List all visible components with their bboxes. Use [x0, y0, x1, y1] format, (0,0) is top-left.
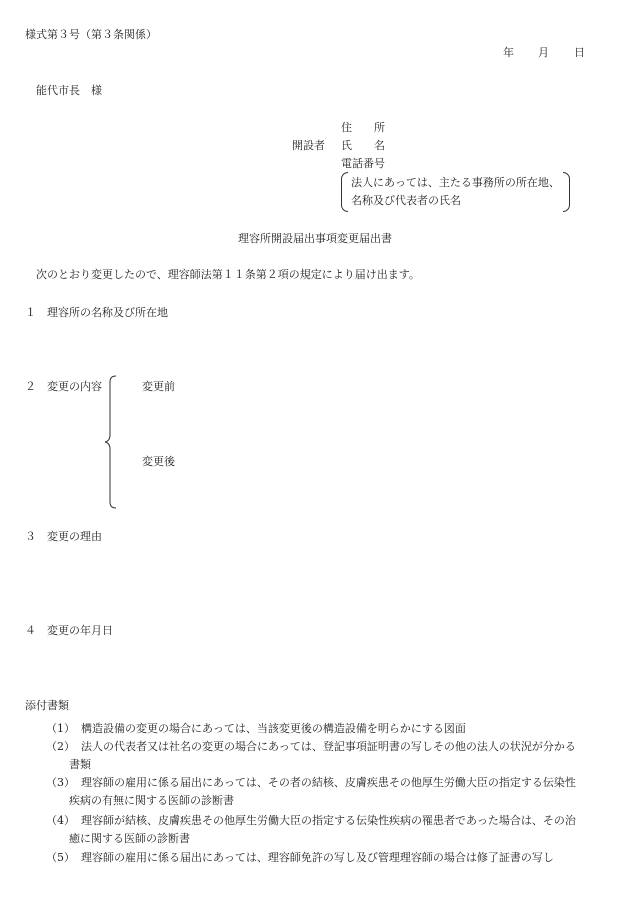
corporate-note-right-bracket: [563, 172, 570, 212]
date-year-label: 年: [503, 46, 514, 59]
applicant-role-label: 開設者: [292, 139, 325, 152]
intro-text: 次のとおり変更したので、理容師法第１１条第２項の規定により届け出ます。: [36, 268, 420, 281]
attachment-number: （3）: [46, 776, 75, 789]
before-change-label: 変更前: [142, 380, 175, 393]
attachment-number: （2）: [46, 740, 75, 753]
corporate-note-left-bracket: [341, 172, 348, 212]
item2-number: ２: [25, 380, 36, 393]
item3-label: 変更の理由: [47, 530, 102, 543]
form-number: 様式第３号（第３条関係）: [25, 28, 157, 41]
attachment-text: 理容師の雇用に係る届出にあっては、理容師免許の写し及び管理理容師の場合は修了証書の写し: [81, 851, 554, 864]
attachment-text-continued: 書類: [69, 758, 91, 771]
name-label: 氏 名: [341, 139, 385, 152]
attachments-heading: 添付書類: [25, 699, 69, 712]
change-content-brace: [104, 375, 118, 509]
item1-number: １: [25, 306, 36, 319]
item3-number: ３: [25, 530, 36, 543]
item4-label: 変更の年月日: [47, 624, 113, 637]
attachment-text: 構造設備の変更の場合にあっては、当該変更後の構造設備を明らかにする図面: [81, 722, 466, 735]
item4-number: ４: [25, 624, 36, 637]
corporate-note-line1: 法人にあっては、主たる事務所の所在地、: [351, 176, 560, 189]
phone-label: 電話番号: [341, 157, 385, 170]
after-change-label: 変更後: [142, 455, 175, 468]
attachment-number: （1）: [46, 722, 75, 735]
attachment-number: （4）: [46, 814, 75, 827]
attachment-number: （5）: [46, 851, 75, 864]
date-day-label: 日: [574, 46, 585, 59]
addressee: 能代市長 様: [36, 84, 102, 97]
attachment-text: 理容師が結核、皮膚疾患その他厚生労働大臣の指定する伝染性疾病の罹患者であった場合は、その治: [81, 814, 576, 827]
document-title: 理容所開設届出事項変更届出書: [238, 232, 392, 245]
item1-label: 理容所の名称及び所在地: [47, 306, 168, 319]
address-label: 住 所: [341, 121, 385, 134]
attachment-text: 理容師の雇用に係る届出にあっては、その者の結核、皮膚疾患その他厚生労働大臣の指定する伝染性: [81, 776, 576, 789]
item2-label: 変更の内容: [47, 380, 102, 393]
attachment-text-continued: 疾病の有無に関する医師の診断書: [69, 794, 234, 807]
attachment-text: 法人の代表者又は社名の変更の場合にあっては、登記事項証明書の写しその他の法人の状況が分かる: [81, 740, 576, 753]
corporate-note-line2: 名称及び代表者の氏名: [351, 194, 461, 207]
date-month-label: 月: [538, 46, 549, 59]
attachment-text-continued: 癒に関する医師の診断書: [69, 832, 190, 845]
